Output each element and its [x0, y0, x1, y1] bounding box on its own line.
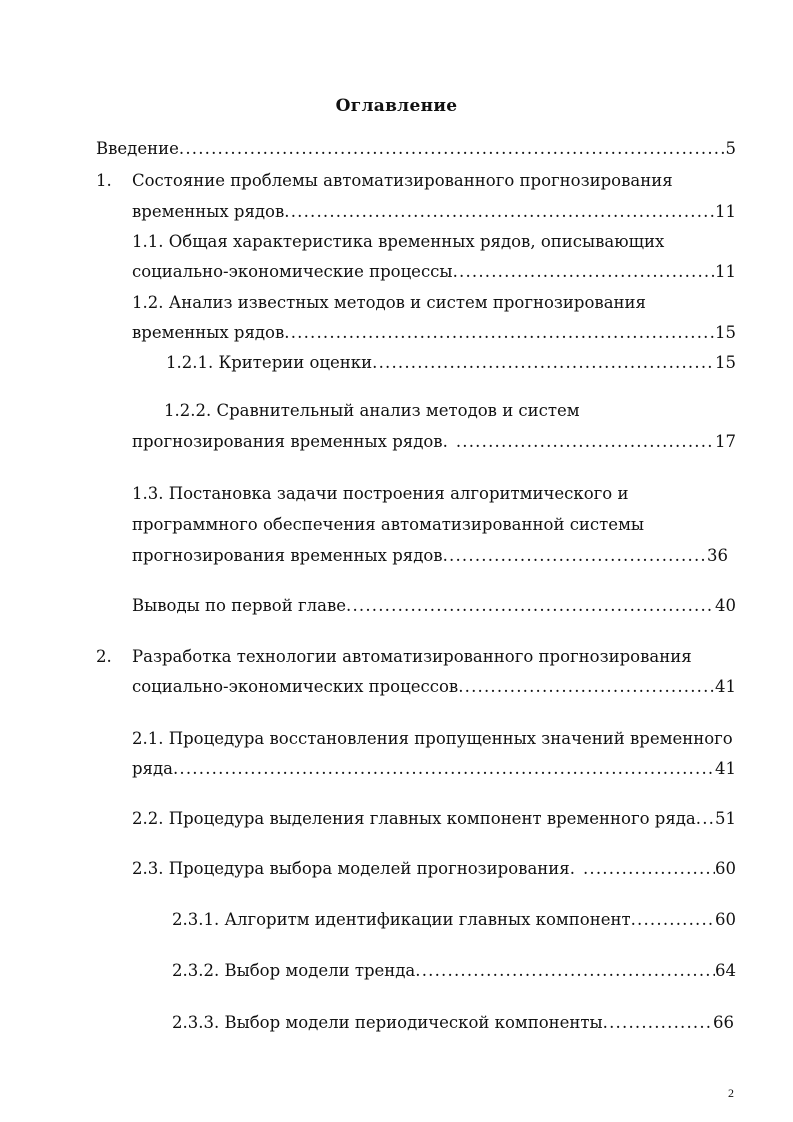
toc-entry-1-3-line3	[132, 545, 728, 567]
toc-entry-text: Выводы по первой главе	[132, 596, 347, 615]
toc-entry-text: прогнозирования временных рядов.	[132, 432, 448, 451]
leader-dots	[696, 808, 715, 830]
toc-page-number: 64	[715, 961, 736, 980]
toc-entry-1-1-line1	[132, 231, 742, 253]
toc-entry-ch2-line1	[132, 646, 742, 668]
toc-page-number: 36	[707, 546, 728, 565]
toc-entry-text: 2.1. Процедура восстановления пропущенных значений временного	[132, 729, 733, 748]
leader-dots	[372, 352, 715, 374]
toc-entry-text: Разработка технологии автоматизированного прогнозирования	[132, 647, 692, 666]
toc-page-number: 5	[725, 139, 736, 158]
toc-entry-intro	[96, 138, 736, 160]
toc-entry-text: 1.3. Постановка задачи построения алгоритмического и	[132, 484, 629, 503]
toc-page-number: 17	[715, 432, 736, 451]
toc-entry-text: социально-экономические процессы	[132, 262, 453, 281]
toc-page-number: 11	[715, 202, 736, 221]
toc-entry-2-2	[132, 808, 736, 830]
toc-entry-1-2-line1	[132, 292, 742, 314]
leader-dots	[284, 322, 715, 344]
toc-page-number: 41	[715, 759, 736, 778]
toc-page-number: 41	[715, 677, 736, 696]
toc-entry-text: 1.1. Общая характеристика временных рядов, описывающих	[132, 232, 665, 251]
toc-entry-text: 2.3.3. Выбор модели периодической компоненты	[172, 1013, 603, 1032]
leader-dots	[346, 595, 715, 617]
toc-entry-ch1-line1	[132, 170, 742, 192]
page-number: 2	[728, 1086, 734, 1100]
toc-page-number: 15	[715, 323, 736, 342]
toc-entry-text: программного обеспечения автоматизированной системы	[132, 515, 645, 534]
leader-dots	[603, 1012, 713, 1034]
toc-entry-1-3-line1	[132, 483, 742, 505]
toc-entry-2-3-3	[172, 1012, 734, 1034]
toc-entry-text: 2.3.2. Выбор модели тренда	[172, 961, 416, 980]
toc-entry-text: 1.2.1. Критерии оценки	[166, 353, 373, 372]
toc-entry-1-2-line2	[132, 322, 736, 344]
leader-dots	[453, 261, 715, 283]
toc-entry-text: 1.2. Анализ известных методов и систем прогнозирования	[132, 293, 646, 312]
toc-entry-text: социально-экономических процессов	[132, 677, 459, 696]
leader-dots	[284, 201, 715, 223]
toc-entry-2-3-1	[172, 909, 736, 931]
toc-page-number: 11	[715, 262, 736, 281]
toc-entry-text: временных рядов	[132, 323, 285, 342]
toc-page-number: 60	[715, 910, 736, 929]
toc-page-number: 60	[715, 859, 736, 878]
toc-entry-2-1-line1	[132, 728, 742, 750]
leader-dots	[179, 138, 726, 160]
toc-page-number: 51	[715, 809, 736, 828]
leader-dots	[631, 909, 715, 931]
toc-title: Оглавление	[335, 96, 458, 116]
chapter-number: 1.	[96, 171, 112, 190]
leader-dots	[173, 758, 715, 780]
toc-entry-text: 2.2. Процедура выделения главных компонент временного ряда	[132, 809, 696, 828]
toc-page-number: 15	[715, 353, 736, 372]
chapter-number: 2.	[96, 647, 112, 666]
toc-entry-1-3-line2	[132, 514, 742, 536]
toc-entry-text: временных рядов	[132, 202, 285, 221]
toc-entry-text: ряда	[132, 759, 173, 778]
toc-page-number: 40	[715, 596, 736, 615]
toc-entry-2-1-line2	[132, 758, 736, 780]
toc-entry-1-2-2-line2	[132, 431, 736, 453]
toc-page-number: 66	[713, 1013, 734, 1032]
toc-entry-2-3	[132, 858, 736, 880]
toc-entry-2-3-2	[172, 960, 736, 982]
toc-entry-text: Состояние проблемы автоматизированного прогнозирования	[132, 171, 673, 190]
toc-entry-conclusions-1	[132, 595, 736, 617]
toc-entry-ch1-line2	[132, 201, 736, 223]
toc-entry-text: 2.3.1. Алгоритм идентификации главных компонент	[172, 910, 631, 929]
toc-entry-text: 2.3. Процедура выбора моделей прогнозирования.	[132, 859, 575, 878]
leader-dots	[443, 545, 707, 567]
toc-entry-1-2-2-line1	[164, 400, 742, 422]
leader-dots	[458, 676, 715, 698]
leader-dots	[456, 431, 715, 453]
toc-entry-text: 1.2.2. Сравнительный анализ методов и систем	[164, 401, 580, 420]
toc-entry-text: Введение	[96, 139, 179, 158]
toc-entry-1-1-line2	[132, 261, 736, 283]
leader-dots	[415, 960, 715, 982]
toc-entry-text: прогнозирования временных рядов	[132, 546, 443, 565]
toc-entry-1-2-1	[166, 352, 736, 374]
toc-entry-ch2-line2	[132, 676, 736, 698]
leader-dots	[583, 858, 715, 880]
